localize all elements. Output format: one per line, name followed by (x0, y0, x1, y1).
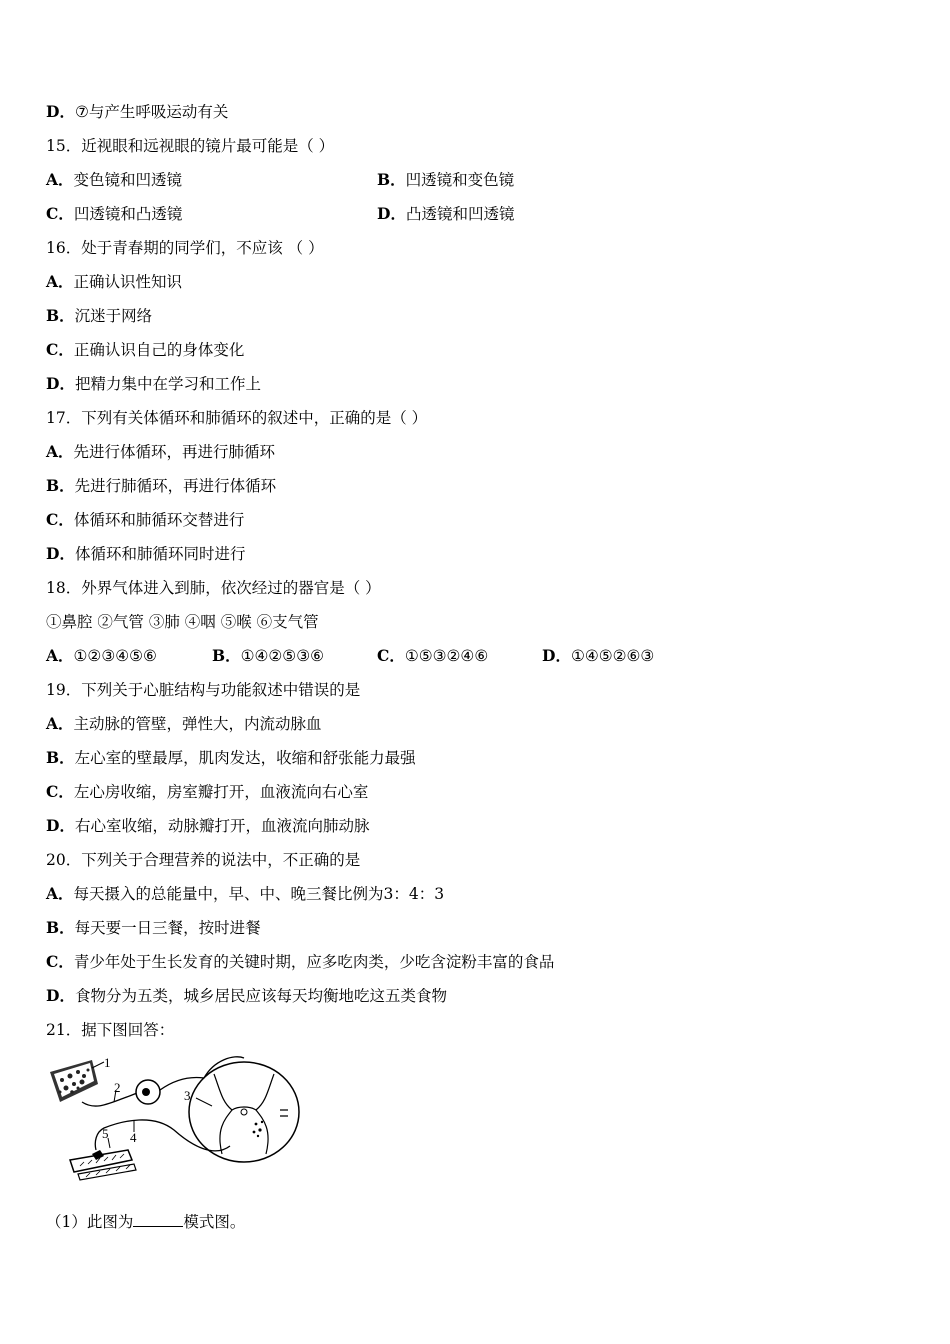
option-label: C． (46, 510, 74, 529)
option-label: D． (46, 816, 75, 835)
option-text: 左心房收缩，房室瓣打开，血液流向右心室 (73, 783, 369, 801)
figure-label-1: 1 (104, 1055, 111, 1070)
option-label: A． (46, 442, 74, 461)
option-label: A． (46, 170, 74, 189)
option-text: 凹透镜和凸透镜 (73, 205, 183, 223)
q16-option-a (46, 272, 182, 292)
question-text: 据下图回答： (81, 1021, 175, 1039)
option-text: 每天要一日三餐，按时进餐 (74, 919, 261, 937)
option-label: D． (46, 102, 75, 121)
option-text: 沉迷于网络 (74, 307, 153, 325)
question-18 (46, 578, 381, 598)
question-number: 20． (46, 851, 82, 869)
option-label: A． (46, 714, 74, 733)
question-number: 21． (46, 1021, 82, 1039)
q18-option-d (542, 646, 654, 666)
q19-option-c (46, 782, 368, 802)
question-text: 外界气体进入到肺，依次经过的器官是（ ） (81, 579, 381, 597)
question-16 (46, 238, 324, 258)
question-17 (46, 408, 427, 428)
figure-label-2: 2 (114, 1080, 121, 1095)
option-text: 左心室的壁最厚，肌肉发达，收缩和舒张能力最强 (74, 749, 416, 767)
option-label: B． (46, 748, 75, 767)
sub-question-suffix: 模式图。 (183, 1213, 246, 1231)
option-text: ①④②⑤③⑥ (240, 647, 324, 665)
option-text: 体循环和肺循环交替进行 (73, 511, 245, 529)
option-text: 变色镜和凹透镜 (73, 171, 183, 189)
option-text: 食物分为五类，城乡居民应该每天均衡地吃这五类食物 (74, 987, 447, 1005)
question-text: 下列关于心脏结构与功能叙述中错误的是 (81, 681, 361, 699)
figure-label-3: 3 (184, 1088, 191, 1103)
option-label: A． (46, 646, 74, 665)
q19-option-d (46, 816, 369, 836)
q19-option-a (46, 714, 322, 734)
q18-option-a (46, 646, 157, 666)
option-text: 体循环和肺循环同时进行 (74, 545, 246, 563)
q20-option-c (46, 952, 554, 972)
option-label: D． (46, 374, 75, 393)
option-label: C． (46, 340, 74, 359)
q16-option-c (46, 340, 244, 360)
option-text: 先进行体循环，再进行肺循环 (73, 443, 276, 461)
option-text: 主动脉的管壁，弹性大，内流动脉血 (73, 715, 322, 733)
q16-option-b (46, 306, 152, 326)
question-15 (46, 136, 334, 156)
option-label: B． (377, 170, 406, 189)
option-label: D． (46, 544, 75, 563)
option-label: A． (46, 272, 74, 291)
receptor-skin-patch (50, 1060, 98, 1102)
option-label: A． (46, 884, 74, 903)
q17-option-a (46, 442, 275, 462)
option-text: 凸透镜和凹透镜 (405, 205, 515, 223)
figure-label-4: 4 (130, 1130, 137, 1145)
option-label: B． (46, 918, 75, 937)
q15-option-b (377, 170, 514, 190)
q19-option-b (46, 748, 416, 768)
question-21 (46, 1020, 174, 1040)
question-20 (46, 850, 360, 870)
reflex-arc-figure (44, 1050, 306, 1190)
q18-option-b (212, 646, 324, 666)
option-label: B． (46, 476, 75, 495)
option-text: 每天摄入的总能量中，早、中、晚三餐比例为3：4：3 (73, 885, 445, 903)
option-text: 正确认识自己的身体变化 (73, 341, 245, 359)
question-number: 15． (46, 137, 82, 155)
option-label: C． (46, 204, 74, 223)
q21-sub-question-1 (46, 1212, 245, 1232)
option-label: D． (542, 646, 571, 665)
option-text: 先进行肺循环，再进行体循环 (74, 477, 277, 495)
q16-option-d (46, 374, 261, 394)
organ-list-text: ①鼻腔 ②气管 ③肺 ④咽 ⑤喉 ⑥支气管 (46, 613, 319, 631)
question-text: 近视眼和远视眼的镜片最可能是（ ） (81, 137, 335, 155)
q20-option-a (46, 884, 444, 904)
option-text: 凹透镜和变色镜 (405, 171, 515, 189)
option-label: B． (46, 306, 75, 325)
option-text: 把精力集中在学习和工作上 (74, 375, 261, 393)
effector-muscle (70, 1150, 136, 1180)
option-d-q14 (46, 102, 228, 122)
option-label: B． (212, 646, 241, 665)
option-text: ①④⑤②⑥③ (570, 647, 655, 665)
q18-organ-list (46, 612, 319, 632)
option-text: ①②③④⑤⑥ (73, 647, 157, 665)
q18-option-c (377, 646, 488, 666)
option-text: 青少年处于生长发育的关键时期，应多吃肉类，少吃含淀粉丰富的食品 (73, 953, 555, 971)
question-text: 下列关于合理营养的说法中，不正确的是 (81, 851, 361, 869)
figure-label-5: 5 (102, 1126, 109, 1141)
sub-question-prefix: （1）此图为 (46, 1213, 134, 1231)
question-19 (46, 680, 360, 700)
question-number: 16． (46, 239, 82, 257)
q20-option-d (46, 986, 447, 1006)
option-text: ①⑤③②④⑥ (404, 647, 489, 665)
option-label: D． (377, 204, 406, 223)
q17-option-d (46, 544, 245, 564)
question-number: 19． (46, 681, 82, 699)
option-text: ⑦与产生呼吸运动有关 (74, 103, 229, 121)
option-label: C． (46, 952, 74, 971)
option-text: 右心室收缩，动脉瓣打开，血液流向肺动脉 (74, 817, 370, 835)
q15-option-a (46, 170, 182, 190)
option-label: C． (46, 782, 74, 801)
question-text: 下列有关体循环和肺循环的叙述中，正确的是（ ） (81, 409, 428, 427)
answer-blank[interactable] (133, 1212, 183, 1227)
q17-option-c (46, 510, 244, 530)
question-text: 处于青春期的同学们，不应该 （ ） (81, 239, 324, 257)
q15-option-c (46, 204, 182, 224)
option-label: D． (46, 986, 75, 1005)
q15-option-d (377, 204, 514, 224)
option-label: C． (377, 646, 405, 665)
q20-option-b (46, 918, 261, 938)
option-text: 正确认识性知识 (73, 273, 183, 291)
q17-option-b (46, 476, 276, 496)
question-number: 17． (46, 409, 82, 427)
question-number: 18． (46, 579, 82, 597)
